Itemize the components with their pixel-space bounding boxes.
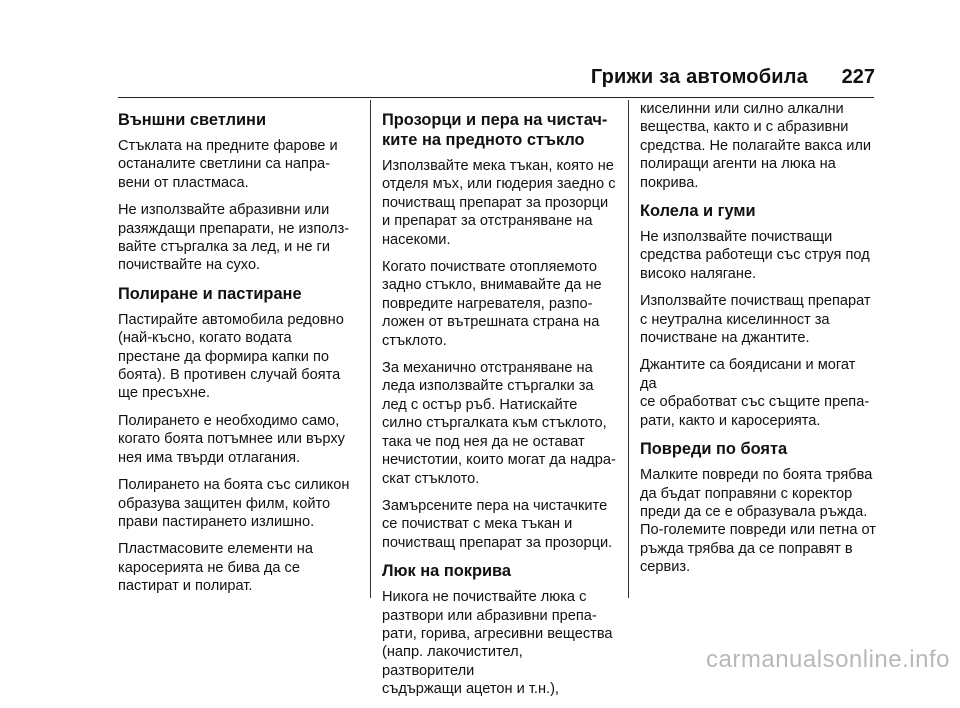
heading-paint-damage: Повреди по боята <box>640 440 788 459</box>
section-title: Грижи за автомобила <box>590 66 808 88</box>
paragraph: За механично отстраняване на леда използвайте стъргалки за лед с остър ръб. Натискайте силно стъргалката към стъклото, така че под нея да не остават нечистотии, които могат да надра‐ скат стъклото. <box>382 360 616 487</box>
paragraph: Не използвайте почистващи средства работещи със струя под високо налягане. <box>640 229 870 282</box>
page-header <box>0 0 960 100</box>
paragraph: Никога не почиствайте люка с разтвори или абразивни препа‐ рати, горива, агресивни вещества (напр. лакочистител, разтворители съдържащи ацетон и т.н.), <box>382 589 613 698</box>
heading-sunroof: Люк на покрива <box>382 562 512 581</box>
paragraph: Джантите са боядисани и могат да се обработват със същите препа‐ рати, както и каросерията. <box>640 357 870 429</box>
paragraph: Използвайте мека тъкан, която не отделя мъх, или гюдерия заедно с почистващ препарат за прозорци и препарат за отстраняване на насекоми. <box>382 158 616 248</box>
watermark: carmanualsonline.info <box>706 646 950 673</box>
paragraph: киселинни или силно алкални вещества, както и с абразивни средства. Не полагайте вакса или полиращи агенти на люка на покрива. <box>640 101 872 191</box>
paragraph: Пастирайте автомобила редовно (най-късно, когато водата престане да формира капки по боята). В противен случай боята ще пресъхне. <box>118 311 344 402</box>
page-number: 227 <box>841 66 875 88</box>
text-column-2 <box>382 110 618 708</box>
heading-exterior-lights: Външни светлини <box>118 111 267 129</box>
paragraph: Замърсените пера на чистачките се почистват с мека тъкан и почистващ препарат за прозорци. <box>382 497 613 551</box>
paragraph: Използвайте почистващ препарат с неутрална киселинност за почистване на джантите. <box>640 293 871 347</box>
heading-windows-wipers: Прозорци и пера на чистач‐ ките на предното стъкло <box>382 111 608 149</box>
text-column-1 <box>118 110 354 605</box>
paragraph: Полирането на боята със силикон образува защитен филм, който прави пастирането излишно. <box>118 477 350 530</box>
paragraph: Малките повреди по боята трябва да бъдат поправяни с коректор преди да се е образувала ръжда. По-големите повреди или петна от ръжда трябва да се поправят в сервиз. <box>640 467 876 576</box>
paragraph: Стъклата на предните фарове и останалите светлини са напра‐ вени от пластмаса. <box>118 138 338 191</box>
paragraph: Пластмасовите елементи на каросерията не бива да се пастират и полират. <box>118 541 313 595</box>
paragraph: Когато почиствате отопляемото задно стъкло, внимавайте да не повредите нагревателя, разпо‐ ложен от вътрешната страна на стъклото. <box>382 259 602 349</box>
column-divider <box>628 100 629 598</box>
paragraph: Не използвайте абразивни или разяждащи препарати, не използ‐ вайте стъргалка за лед, и не ги почиствайте на сухо. <box>118 202 350 274</box>
header-divider <box>118 97 874 98</box>
heading-polishing-waxing: Полиране и пастиране <box>118 284 302 303</box>
paragraph: Полирането е необходимо само, когато боята потъмнее или върху нея има твърди отлагания. <box>118 412 345 466</box>
text-column-3 <box>640 100 876 586</box>
column-divider <box>370 100 371 598</box>
heading-wheels-tyres: Колела и гуми <box>640 202 756 221</box>
